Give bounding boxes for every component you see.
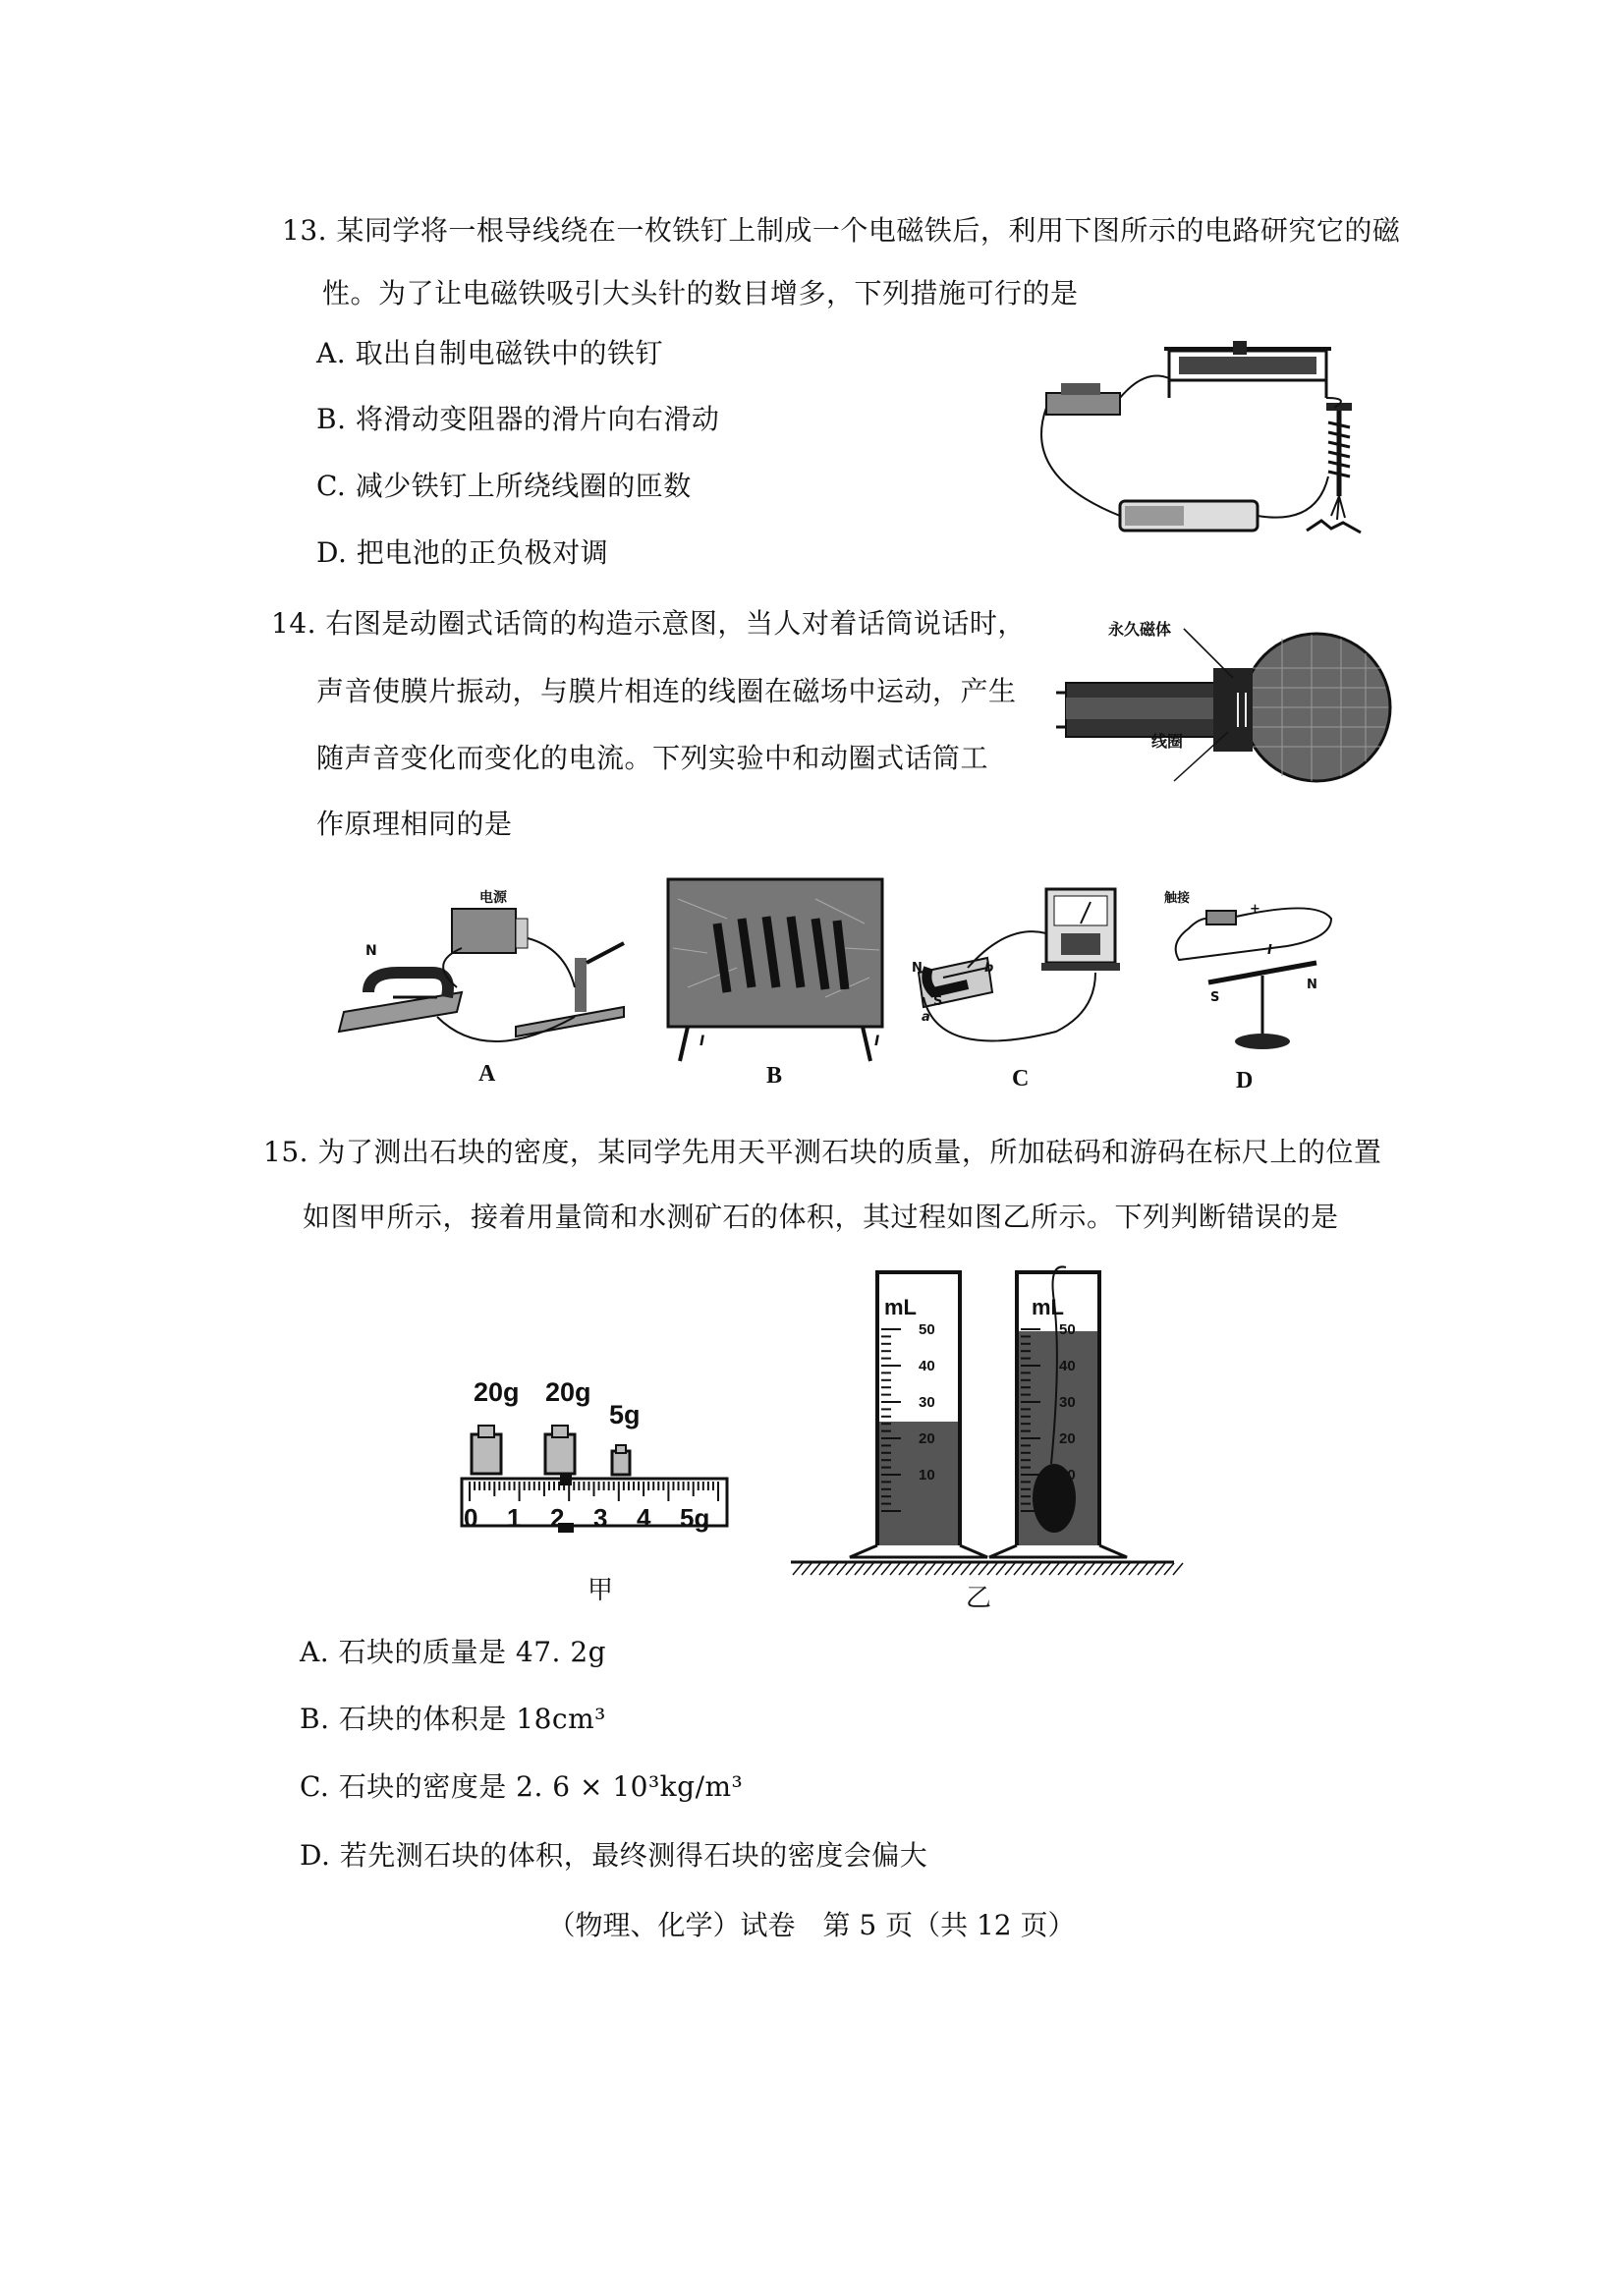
cylinder-tick-label: 50 [1059, 1321, 1076, 1338]
q15-option-b: B. 石块的体积是 18cm³ [300, 1703, 606, 1735]
q14-stem-line2: 声音使膜片振动，与膜片相连的线圈在磁场中运动，产生 [316, 675, 1017, 707]
q15-option-d: D. 若先测石块的体积，最终测得石块的密度会偏大 [300, 1839, 928, 1872]
cylinder-tick-label: 20 [1059, 1430, 1076, 1447]
fig-c-label: C [1012, 1066, 1030, 1092]
q15-option-c: C. 石块的密度是 2. 6 × 10³kg/m³ [300, 1770, 744, 1803]
fig-a-n-label: N [365, 943, 377, 959]
scale-tick-label: 3 [593, 1503, 608, 1533]
cylinder-tick-label: 40 [1059, 1358, 1076, 1374]
fig-d-n-label: N [1307, 978, 1317, 992]
cylinder-tick-label: 10 [919, 1467, 935, 1484]
fig-d-s-label: S [1210, 990, 1220, 1005]
weight-5g-label: 5g [609, 1400, 641, 1429]
q14-stem-line4: 作原理相同的是 [316, 808, 513, 840]
fig-d-label: D [1236, 1068, 1254, 1093]
q13-option-a: A. 取出自制电磁铁中的铁钉 [316, 337, 664, 369]
q14-microphone-diagram [1056, 609, 1390, 806]
cylinder-tick-label: 50 [919, 1321, 935, 1338]
fig-c-n-label: N [912, 961, 923, 976]
fig-c-b-label: b [984, 961, 994, 976]
q15-option-a: A. 石块的质量是 47. 2g [300, 1636, 607, 1668]
q14-figure-a-motor-experiment [339, 889, 634, 1056]
cylinder-tick-label: 40 [919, 1358, 935, 1374]
cylinder-tick-label: 30 [1059, 1394, 1076, 1411]
q13-option-c: C. 减少铁钉上所绕线圈的匝数 [316, 470, 692, 502]
q14-stem-line1: 14. 右图是动圈式话筒的构造示意图，当人对着话筒说话时， [271, 607, 1026, 640]
cylinder-tick-label: 20 [919, 1430, 935, 1447]
fig-a-power-label: 电源 [479, 890, 507, 906]
cylinder2-unit-label: mL [1032, 1295, 1064, 1319]
mic-permanent-magnet-label: 永久磁体 [1108, 620, 1172, 639]
q15-stem-line1: 15. 为了测出石块的密度，某同学先用天平测石块的质量，所加砝码和游码在标尺上的位置 [263, 1136, 1382, 1168]
fig-b-label: B [766, 1063, 783, 1089]
q15-stem-line2: 如图甲所示，接着用量筒和水测矿石的体积，其过程如图乙所示。下列判断错误的是 [303, 1201, 1339, 1233]
scale-tick-label: 2 [550, 1503, 565, 1533]
cylinder-tick-label: 30 [919, 1394, 935, 1411]
cylinder-tick-label: 10 [1059, 1467, 1076, 1484]
page-footer: （物理、化学）试卷 第 5 页（共 12 页） [547, 1909, 1076, 1941]
q14-figure-c-generator-experiment [909, 884, 1135, 1051]
q13-option-b: B. 将滑动变阻器的滑片向右滑动 [316, 403, 720, 435]
fig-c-a-label: a [922, 1010, 930, 1025]
scale-tick-label: 1 [507, 1503, 522, 1533]
cylinder1-unit-label: mL [884, 1295, 917, 1319]
q14-stem-line3: 随声音变化而变化的电流。下列实验中和动圈式话筒工 [316, 742, 989, 774]
fig-b-current-left: I [700, 1034, 705, 1049]
scale-tick-label: 4 [637, 1503, 651, 1533]
fig-d-current-label: I [1267, 943, 1272, 958]
q13-stem-line2: 性。为了让电磁铁吸引大头针的数目增多，下列措施可行的是 [322, 277, 1079, 309]
fig-jia-label: 甲 [588, 1576, 614, 1604]
fig-b-current-right: I [874, 1034, 880, 1049]
fig-d-touch-label: 触接 [1164, 891, 1191, 906]
fig-c-s-label: S [933, 994, 943, 1009]
q13-option-d: D. 把电池的正负极对调 [316, 536, 609, 569]
q13-stem-line1: 13. 某同学将一根导线绕在一枚铁钉上制成一个电磁铁后，利用下图所示的电路研究它的磁 [282, 214, 1401, 247]
fig-a-label: A [478, 1061, 496, 1087]
weight-20g-2-label: 20g [545, 1377, 591, 1407]
fig-d-plus-label: + [1250, 902, 1260, 917]
q15-figure-yi-graduated-cylinders [791, 1262, 1174, 1577]
scale-tick-label: 5g [680, 1503, 710, 1533]
q13-electromagnet-circuit-figure [1022, 339, 1395, 545]
mic-coil-label: 线圈 [1151, 732, 1184, 751]
fig-yi-label: 乙 [966, 1584, 992, 1612]
weight-20g-1-label: 20g [474, 1377, 520, 1407]
scale-tick-label: 0 [464, 1503, 478, 1533]
